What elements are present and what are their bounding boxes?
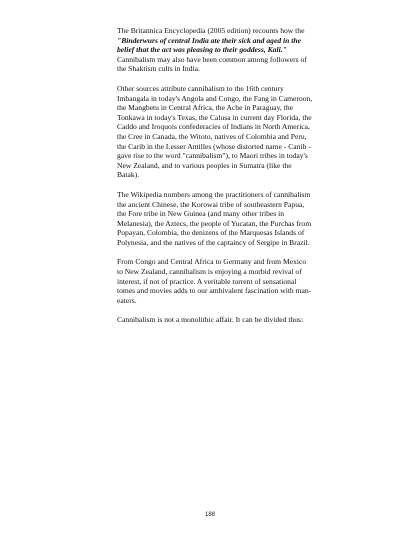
body-text: [117, 26, 313, 335]
paragraph-other-sources: Other sources attribute cannibalism to the 16th century Imbangala in today's Angola and Congo, the Fang in Cameroon, the Mangbetu in Central Africa, the Ache in Paraguay, the Tonkawa in today's Texas, the Calusa in current day Florida, the Caddo and Iroquois confederacies of Indians in North America, the Cree in Canada, the Witoto, natives of Colombia and Peru, the Carib in the Lesser Antilles (whose distorted name - Canib - gave rise to the word "cannibalism"), to Maori tribes in today's New Zealand, and to various peoples in Sumatra (like the Batak).: [117, 83, 313, 180]
paragraph-division: Cannibalism is not a monolithic affair. It can be divided thus:: [117, 315, 304, 325]
paragraph-britannica-tail: Cannibalism may also have been common among followers of the Shaktism cults in India.: [117, 54, 307, 74]
paragraph-britannica: [117, 26, 313, 74]
britannica-quote: "Binderwurs of central India ate their sick and aged in the belief that the act was pleasing to their goddess, Kali.": [117, 35, 301, 55]
paragraph-britannica-lead: The Britannica Encyclopedia (2005 edition) recounts how the: [117, 26, 305, 35]
paragraph-wikipedia: The Wikipedia numbers among the practitioners of cannibalism the ancient Chinese, the Korowai tribe of southeastern Papua, the Fore tribe in New Guinea (and many other tribes in Melanesia), the Aztecs, the people of Yucatan, the Purchas from Popayan, Colombia, the denizens of the Marquesas Islands of Polynesia, and the natives of the captaincy of Sergipe in Brazil.: [117, 189, 312, 247]
page-number: 188: [204, 512, 215, 518]
paragraph-revival: From Congo and Central Africa to Germany and from Mexico to New Zealand, cannibalism is enjoying a morbid revival of interest, if not of practice. A veritable torrent of sensational tomes and movies adds to our ambivalent fascination with man-eaters.: [117, 257, 312, 305]
